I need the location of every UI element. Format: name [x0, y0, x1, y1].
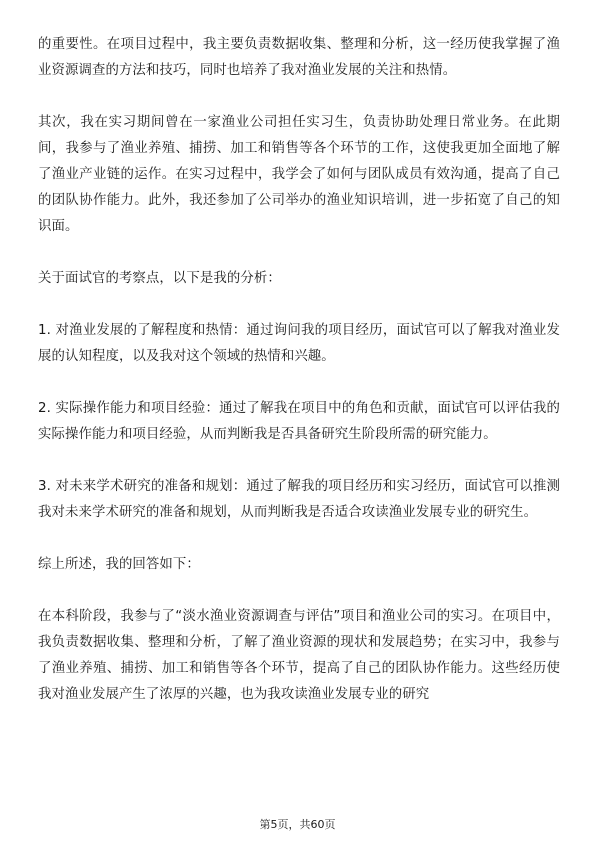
- paragraph-point-2: 2. 实际操作能力和项目经验：通过了解我在项目中的角色和贡献，面试官可以评估我的实际操作能力和项目经验，从而判断我是否具备研究生阶段所需的研究能力。: [38, 401, 560, 442]
- paragraph-summary-heading: 综上所述，我的回答如下：: [38, 557, 200, 572]
- document-body: [38, 32, 560, 708]
- paragraph-point-3: 3. 对未来学术研究的准备和规划：通过了解我的项目经历和实习经历，面试官可以推测我对未来学术研究的准备和规划，从而判断我是否适合攻读渔业发展专业的研究生。: [38, 479, 560, 520]
- paragraph-point-1: 1. 对渔业发展的了解程度和热情：通过询问我的项目经历，面试官可以了解我对渔业发展的认知程度，以及我对这个领域的热情和兴趣。: [38, 323, 560, 364]
- paragraph-intro-continuation: 的重要性。在项目过程中，我主要负责数据收集、整理和分析，这一经历使我掌握了渔业资源调查的方法和技巧，同时也培养了我对渔业发展的关注和热情。: [38, 37, 560, 78]
- paragraph-answer: 在本科阶段，我参与了“淡水渔业资源调查与评估”项目和渔业公司的实习。在项目中，我负责数据收集、整理和分析，了解了渔业资源的现状和发展趋势；在实习中，我参与了渔业养殖、捕捞、加工和销售等各个环节，提高了自己的团队协作能力。这些经历使我对渔业发展产生了浓厚的兴趣，也为我攻读渔业发展专业的研究: [38, 609, 560, 702]
- paragraph-internship: 其次，我在实习期间曾在一家渔业公司担任实习生，负责协助处理日常业务。在此期间，我参与了渔业养殖、捕捞、加工和销售等各个环节的工作，这使我更加全面地了解了渔业产业链的运作。在实习过程中，我学会了如何与团队成员有效沟通，提高了自己的团队协作能力。此外，我还参加了公司举办的渔业知识培训，进一步拓宽了自己的知识面。: [38, 115, 560, 234]
- page-number-footer: 第5页，共60页: [259, 818, 336, 831]
- paragraph-analysis-heading: 关于面试官的考察点，以下是我的分析：: [38, 271, 281, 286]
